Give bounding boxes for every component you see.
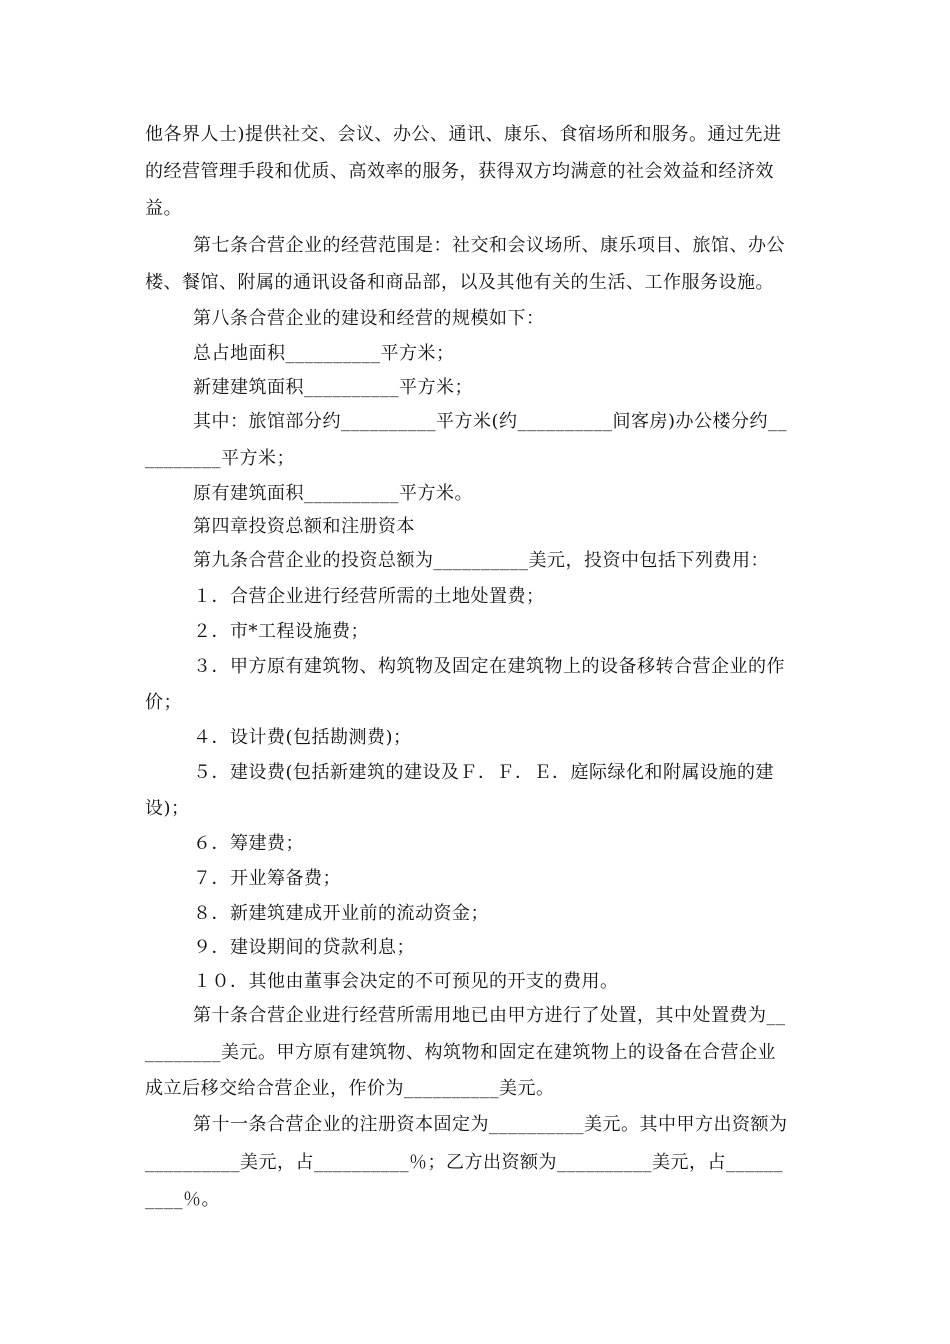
- list-item: ８．新建筑建成开业前的流动资金；: [193, 903, 489, 924]
- text-line: 价；: [145, 692, 182, 713]
- text-line: 第十一条合营企业的注册资本固定为__________美元。其中甲方出资额为: [193, 1114, 788, 1135]
- text-line: 其中：旅馆部分约__________平方米(约__________间客房)办公楼分约__: [193, 411, 788, 432]
- list-item: ２．市*工程设施费；: [193, 621, 369, 642]
- list-item: ９．建设期间的贷款利息；: [193, 937, 415, 958]
- list-item: ５．建设费(包括新建筑的建设及Ｆ．Ｆ．Ｅ．庭际绿化和附属设施的建: [193, 762, 775, 783]
- text-line: 第八条合营企业的建设和经营的规模如下：: [193, 308, 545, 329]
- text-line: 的经营管理手段和优质、高效率的服务，获得双方均满意的社会效益和经济效: [145, 161, 774, 182]
- text-line: 他各界人士)提供社交、会议、办公、通讯、康乐、食宿场所和服务。通过先进: [145, 124, 782, 145]
- text-line: 原有建筑面积__________平方米。: [193, 483, 473, 504]
- chapter-heading: 第四章投资总额和注册资本: [193, 516, 415, 537]
- text-line: 新建建筑面积__________平方米；: [193, 377, 473, 398]
- text-line: 第九条合营企业的投资总额为__________美元，投资中包括下列费用：: [193, 550, 769, 571]
- text-line: __________美元，占__________％；乙方出资额为__________美元，占______: [145, 1152, 783, 1173]
- list-item: １．合营企业进行经营所需的土地处置费；: [193, 586, 545, 607]
- text-line: 设)；: [145, 798, 190, 819]
- text-line: ________美元。甲方原有建筑物、构筑物和固定在建筑物上的设备在合营企业: [145, 1042, 776, 1063]
- text-line: 第七条合营企业的经营范围是：社交和会议场所、康乐项目、旅馆、办公: [193, 235, 785, 256]
- text-line: ________平方米；: [145, 448, 295, 469]
- text-line: 楼、餐馆、附属的通讯设备和商品部，以及其他有关的生活、工作服务设施。: [145, 272, 774, 293]
- list-item: ６．筹建费；: [193, 833, 304, 854]
- list-item: ７．开业筹备费；: [193, 868, 341, 889]
- list-item: １０．其他由董事会决定的不可预见的开支的费用。: [193, 971, 619, 992]
- text-line: ____％。: [145, 1189, 220, 1210]
- text-line: 总占地面积__________平方米；: [193, 343, 455, 364]
- list-item: ３．甲方原有建筑物、构筑物及固定在建筑物上的设备移转合营企业的作: [193, 656, 785, 677]
- text-line: 成立后移交给合营企业，作价为__________美元。: [145, 1078, 555, 1099]
- text-line: 益。: [145, 198, 182, 219]
- list-item: ４．设计费(包括勘测费)；: [193, 727, 412, 748]
- text-line: 第十条合营企业进行经营所需用地已由甲方进行了处置，其中处置费为__: [193, 1005, 786, 1026]
